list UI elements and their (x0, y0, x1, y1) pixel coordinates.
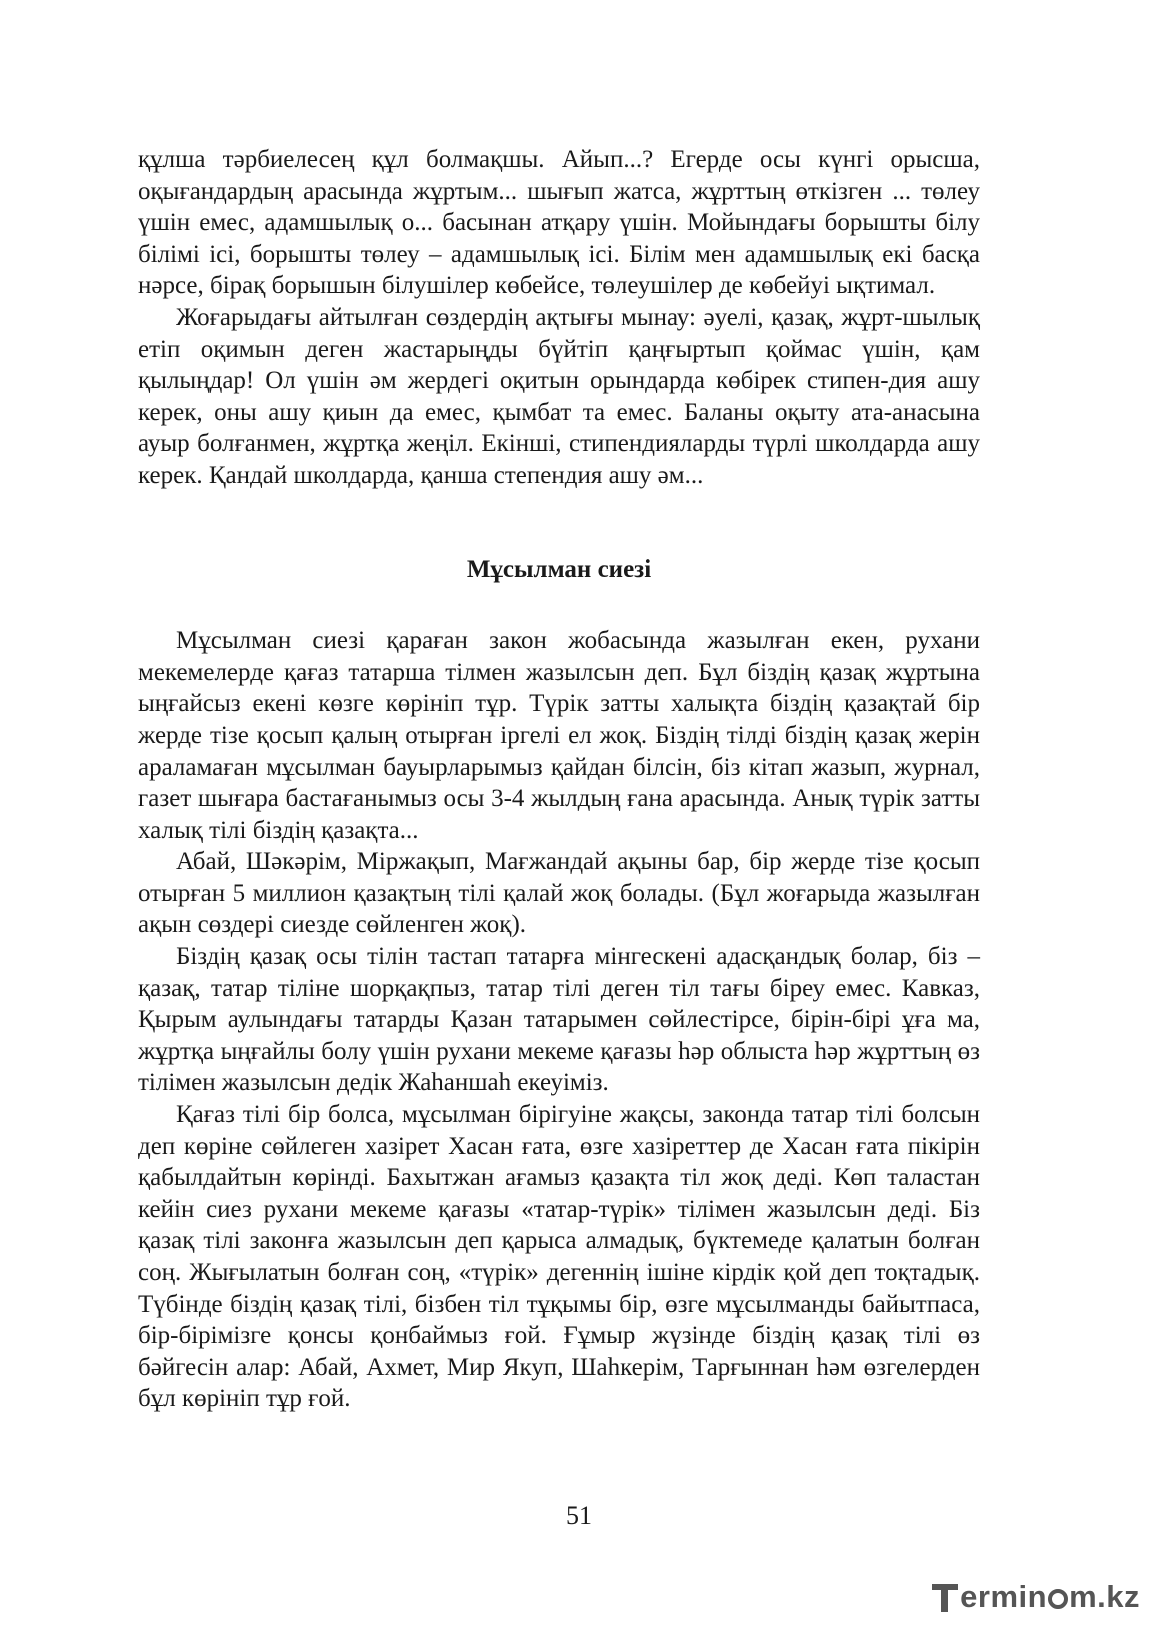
page-body (138, 144, 980, 1415)
section-paragraph-1: Мұсылман сиезі қараған закон жобасында жазылған екен, рухани мекемелерде қағаз татарша тілмен жазылсын деп. Бұл біздің қазақ жұртына ыңғайсыз екені көзге көрініп тұр. Түрік затты халықта біздің қазақтай бір жерде тізе қосып қалың отырған іргелі ел жоқ. Біздің тілді біздің қазақ жерін араламаған мұсылман бауырларымыз қайдан білсін, біз кітап жазып, журнал, газет шығара бастағанымыз осы 3-4 жылдың ғана арасында. Анық түрік затты халық тілі біздің қазақта... (138, 627, 980, 844)
watermark-logo (932, 1579, 1140, 1615)
section-title: Мұсылман сиезі (466, 555, 652, 583)
page-number: 51 (566, 1501, 592, 1530)
watermark-o-icon (1048, 1589, 1068, 1609)
section-paragraph-4: Қағаз тілі бір болса, мұсылман бірігуіне жақсы, законда татар тілі болсын деп көріне сөйлеген хазірет Хасан ғата, өзге хазіреттер де Хасан ғата пікірін қабылдайтын көрінді. Бахытжан ағамыз қазақта тіл жоқ деді. Көп таластан кейін сиез рухани мекеме қағазы «татар-түрік» тілімен жазылсын деді. Біз қазақ тілі законға жазылсын деп қарыса алмадық, бүктемеде қалатын болған соң. Жығылатын болған соң, «түрік» дегеннің ішіне кірдік қой деп тоқтадық. Түбінде біздің қазақ тілі, бізбен тіл тұқымы бір, өзге мұсылманды байытпаса, бір-бірімізге қонсы қонбаймыз ғой. Ғұмыр жүзінде біздің қазақ тілі өз бәйгесін алар: Абай, Ахмет, Мир Якуп, Шаһкерім, Тарғыннан һәм өзгелерден бұл көрініп тұр ғой. (138, 1101, 980, 1413)
section-paragraph-2: Абай, Шәкәрім, Міржақып, Мағжандай ақыны бар, бір жерде тізе қосып отырған 5 миллион қазақтың тілі қалай жоқ болады. (Бұл жоғарыда жазылған ақын сөздері сиезде сөйленген жоқ). (138, 848, 980, 939)
section-paragraph-3: Біздің қазақ осы тілін тастап татарға мінгескені адасқандық болар, біз – қазақ, татар тіліне шорқақпыз, татар тілі деген тіл тағы біреу емес. Кавказ, Қырым аулындағы татарды Қазан татарымен сөйлестірсе, бірін-бірі ұға ма, жұртқа ыңғайлы болу үшін рухани мекеме қағазы һәр облыста һәр жұрттың өз тілімен жазылсын дедік Жаһаншаһ екеуіміз. (138, 943, 980, 1097)
watermark-t-icon (932, 1582, 958, 1612)
continuation-paragraph-1: құлша тәрбиелесең құл болмақшы. Айып...? Егерде осы күнгі орысша, оқығандардың арасында жұртым... шығып жатса, жұрттың өткізген ... төлеу үшін емес, адамшылық о... басынан атқару үшін. Мойындағы борышты білу білімі ісі, борышты төлеу – адамшылық ісі. Білім мен адамшылық екі басқа нәрсе, бірақ борышын білушілер көбейсе, төлеушілер де көбейуі ықтимал. (138, 146, 980, 300)
watermark-text-suffix: m.kz (1069, 1579, 1140, 1614)
watermark-text-prefix: ermin (960, 1579, 1048, 1614)
continuation-paragraph-2: Жоғарыдағы айтылған сөздердің ақтығы мынау: әуелі, қазақ, жұрт-шылық етіп оқимын деген жастарыңды бүйтіп қаңғыртып қоймас үшін, қам қылыңдар! Ол үшін әм жердегі оқитын орындарда көбірек стипен-дия ашу керек, оны ашу қиын да емес, қымбат та емес. Баланы оқыту ата-анасына ауыр болғанмен, жұртқа жеңіл. Екінші, стипендияларды түрлі школдарда ашу керек. Қандай школдарда, қанша степендия ашу әм... (138, 303, 980, 489)
